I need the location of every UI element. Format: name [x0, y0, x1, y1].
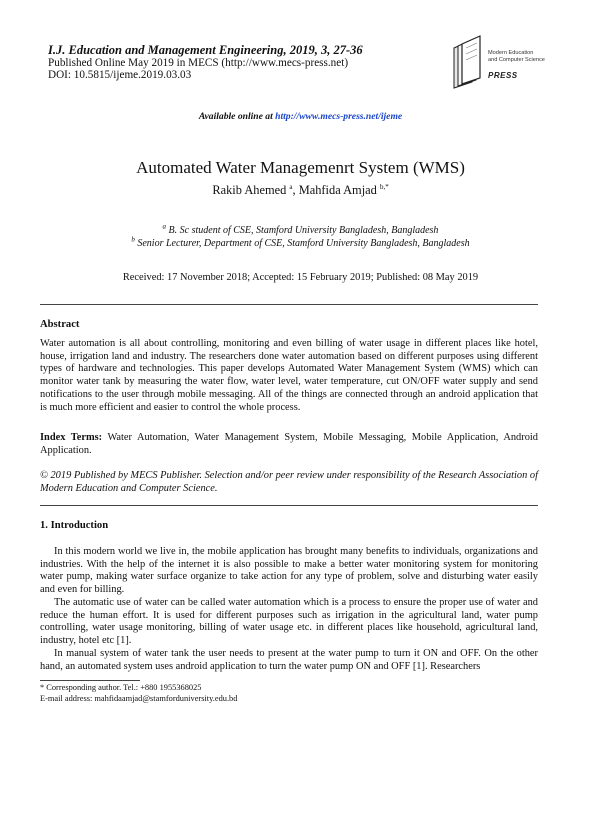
affiliations	[0, 224, 601, 250]
divider-bottom	[40, 505, 538, 506]
index-terms-text: Water Automation, Water Management System, Mobile Messaging, Mobile Application, Android Application.	[40, 432, 538, 456]
footnote-rule	[40, 680, 140, 681]
footnote	[40, 683, 237, 704]
available-online	[0, 111, 601, 122]
author-2-sup: b,*	[379, 182, 389, 191]
divider-top	[40, 304, 538, 305]
copyright-notice: © 2019 Published by MECS Publisher. Selection and/or peer review under responsibility of the Research Association of Modern Education and Computer Science.	[40, 470, 539, 494]
author-2: Mahfida Amjad	[298, 183, 380, 197]
authors	[0, 183, 601, 198]
publication-dates: Received: 17 November 2018; Accepted: 15 February 2019; Published: 08 May 2019	[122, 272, 479, 283]
introduction-heading: 1. Introduction	[40, 520, 109, 531]
abstract-heading: Abstract	[40, 319, 80, 330]
affiliation-b: $^b$ Senior Lecturer, Department of CSE, Stamford University Bangladesh, Bangladesh	[131, 235, 470, 249]
paper-title: Automated Water Managemenrt System (WMS)	[136, 158, 465, 177]
journal-url-link[interactable]: http://www.mecs-press.net/ijeme	[275, 111, 403, 122]
journal-title: I.J. Education and Management Engineering, 2019, 3, 27-36	[48, 43, 363, 57]
author-1-sup: a	[289, 182, 293, 191]
intro-paragraph-2: The automatic use of water can be called water automation which is a process to ensure the proper use of water and reduce the human effort. It is used for different purposes such as irrigation in the agricultural land, water pump controlling, water usage monitoring, billing of water usage etc. in different places like household, agricultural land, industry, hotel etc [1].	[40, 597, 538, 647]
index-terms-label: Index Terms:	[40, 432, 103, 443]
author-1: Rakib Ahemed	[212, 183, 290, 197]
abstract-body: Water automation is all about controlling, monitoring and even billing of water usage in different places like hotel, house, irrigation land and industry. The researchers done water automation based on different purposes using different types of hardware and technologies. This paper develops Automated Water Management System (WMS) which can monitor water tank by measuring the water flow, water level, water temperature, cut ON/OFF water supply and send notifications to the user through mobile messaging. All of the things are connected through an android application that is much more efficient and easier to control the whole process.	[40, 338, 538, 413]
book-logo-icon	[450, 34, 486, 92]
published-online-line: Published Online May 2019 in MECS (http://www.mecs-press.net)	[48, 56, 349, 69]
logo-text: Modern Education and Computer Science	[488, 50, 545, 63]
author-email: E-mail address: mahfidaamjad@stamforduniversity.edu.bd	[40, 693, 238, 703]
intro-paragraph-3: In manual system of water tank the user needs to present at the water pump to turn it ON and OFF. On the other hand, an automated system uses android application to turn the water pump ON and OFF [1]. Researchers	[40, 648, 538, 672]
index-terms	[40, 432, 538, 457]
journal-header	[48, 44, 363, 82]
doi-line: DOI: 10.5815/ijeme.2019.03.03	[48, 69, 192, 81]
available-prefix: Available online at	[198, 111, 276, 122]
affiliation-a: $^a$ B. Sc student of CSE, Stamford University Bangladesh, Bangladesh	[162, 222, 439, 236]
logo-press: PRESS	[488, 71, 518, 80]
author-separator: ,	[292, 183, 299, 197]
mecs-press-logo	[450, 34, 560, 94]
corresponding-author: * Corresponding author. Tel.: +880 1955368025	[40, 683, 202, 692]
intro-paragraph-1: In this modern world we live in, the mobile application has brought many benefits to individuals, organizations and industries. With the help of the internet it is also possible to make a better water monitoring system for monitoring water pump, making water surface organize to take action for any type of problem, solve and disturbing water easily and even for billing.	[40, 546, 538, 596]
